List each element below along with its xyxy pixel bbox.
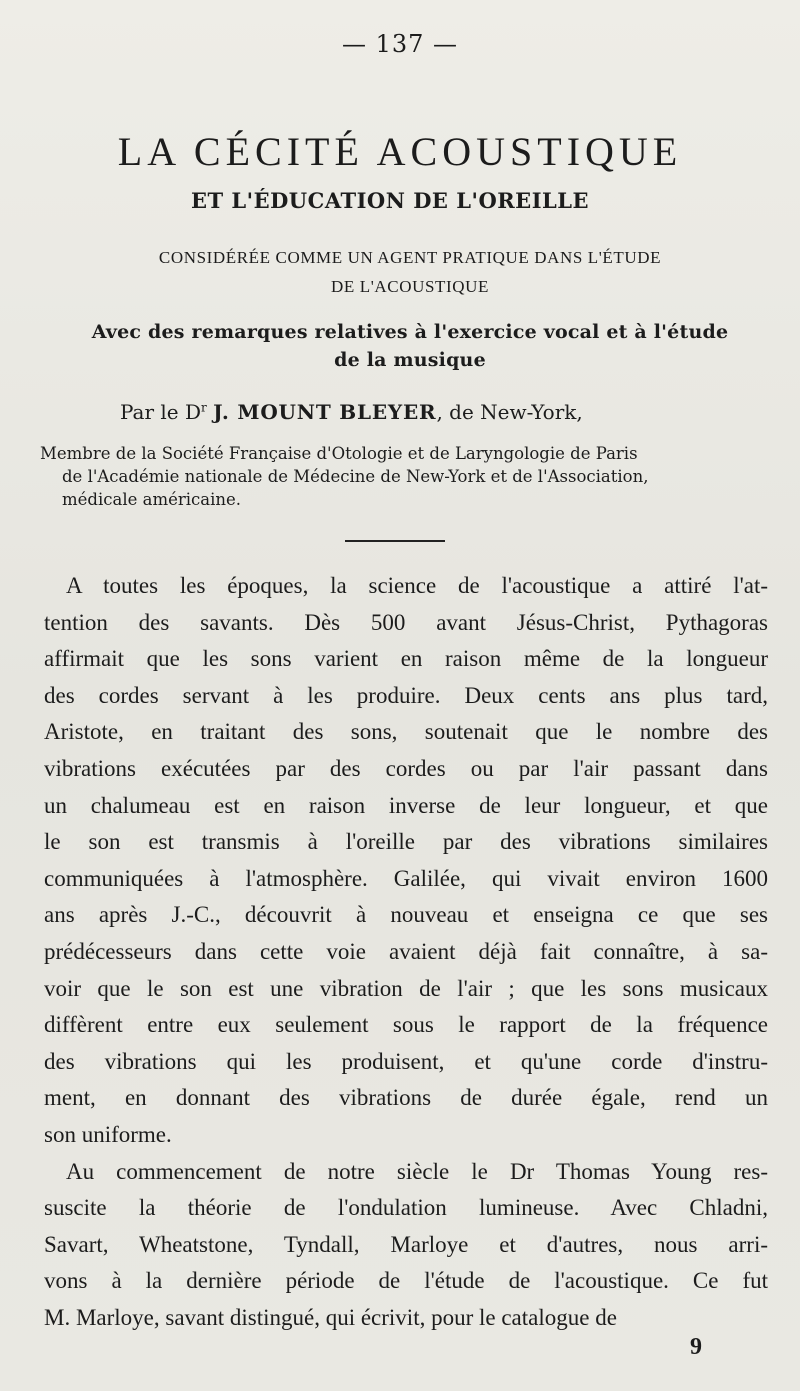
text-line: des vibrations qui les produisent, et qu'une corde d'instru- — [44, 1048, 768, 1074]
signature-mark: 9 — [690, 1334, 702, 1360]
text-line: suscite la théorie de l'ondulation lumineuse. Avec Chladni, — [44, 1195, 768, 1221]
article-title: LA CÉCITÉ ACOUSTIQUE — [117, 129, 683, 174]
text-line: prédécesseurs dans cette voie avaient déjà fait connaître, à sa- — [44, 938, 768, 964]
text-line: des cordes servant à les produire. Deux cents ans plus tard, — [44, 682, 768, 708]
text-line: communiquées à l'atmosphère. Galilée, qui vivait environ 1600 — [44, 865, 768, 891]
considered-line: DE L'ACOUSTIQUE — [331, 277, 489, 296]
text-line: ment, en donnant des vibrations de durée égale, rend un — [44, 1085, 768, 1111]
remarks-line: Avec des remarques relatives à l'exercice vocal et à l'étude — [91, 321, 729, 343]
author-byline — [120, 400, 780, 424]
page-number: — 137 — — [341, 30, 459, 58]
text-line: ans après J.-C., découvrit à nouveau et enseigna ce que ses — [44, 902, 768, 928]
byline-prefix: Par le D — [120, 400, 202, 424]
affiliation-line: médicale américaine. — [62, 490, 242, 509]
paragraph-2 — [44, 1154, 768, 1337]
author-name: J. MOUNT BLEYER — [213, 400, 437, 424]
text-line: affirmait que les sons varient en raison même de la longueur — [44, 646, 768, 672]
paragraph-1 — [44, 568, 768, 1154]
affiliation-line: de l'Académie nationale de Médecine de New-York et de l'Association, — [62, 467, 649, 486]
body-text — [44, 568, 768, 1336]
considered-heading — [40, 243, 780, 301]
remarks-heading — [30, 318, 790, 374]
author-affiliations — [40, 442, 770, 511]
article-subtitle: ET L'ÉDUCATION DE L'OREILLE — [190, 188, 590, 213]
considered-line: CONSIDÉRÉE COMME UN AGENT PRATIQUE DANS L'ÉTUDE — [158, 248, 662, 267]
text-line: M. Marloye, savant distingué, qui écrivit, pour le catalogue de — [44, 1304, 617, 1330]
text-line: vibrations exécutées par des cordes ou par l'air passant dans — [44, 755, 768, 781]
text-line: son uniforme. — [44, 1121, 172, 1147]
section-divider — [345, 540, 445, 542]
text-line: A toutes les époques, la science de l'acoustique a attiré l'at- — [66, 573, 768, 598]
text-line: un chalumeau est en raison inverse de leur longueur, et que — [44, 792, 768, 818]
remarks-line: de la musique — [334, 349, 486, 371]
affiliation-line: Membre de la Société Française d'Otologie et de Laryngologie de Paris — [40, 444, 638, 463]
text-line: vons à la dernière période de l'étude de l'acoustique. Ce fut — [44, 1268, 768, 1294]
byline-suffix: , de New-York, — [436, 400, 583, 424]
text-line: Au commencement de notre siècle le Dr Thomas Young res- — [66, 1158, 768, 1184]
text-line: Aristote, en traitant des sons, soutenait que le nombre des — [44, 719, 768, 745]
text-line: voir que le son est une vibration de l'air ; que les sons musicaux — [44, 975, 768, 1001]
text-line: diffèrent entre eux seulement sous le rapport de la fréquence — [44, 1012, 768, 1038]
text-line: le son est transmis à l'oreille par des vibrations similaires — [44, 829, 768, 855]
text-line: tention des savants. Dès 500 avant Jésus-Christ, Pythagoras — [44, 609, 768, 635]
byline-sup: r — [201, 400, 207, 415]
text-line: Savart, Wheatstone, Tyndall, Marloye et d'autres, nous arri- — [44, 1231, 768, 1257]
